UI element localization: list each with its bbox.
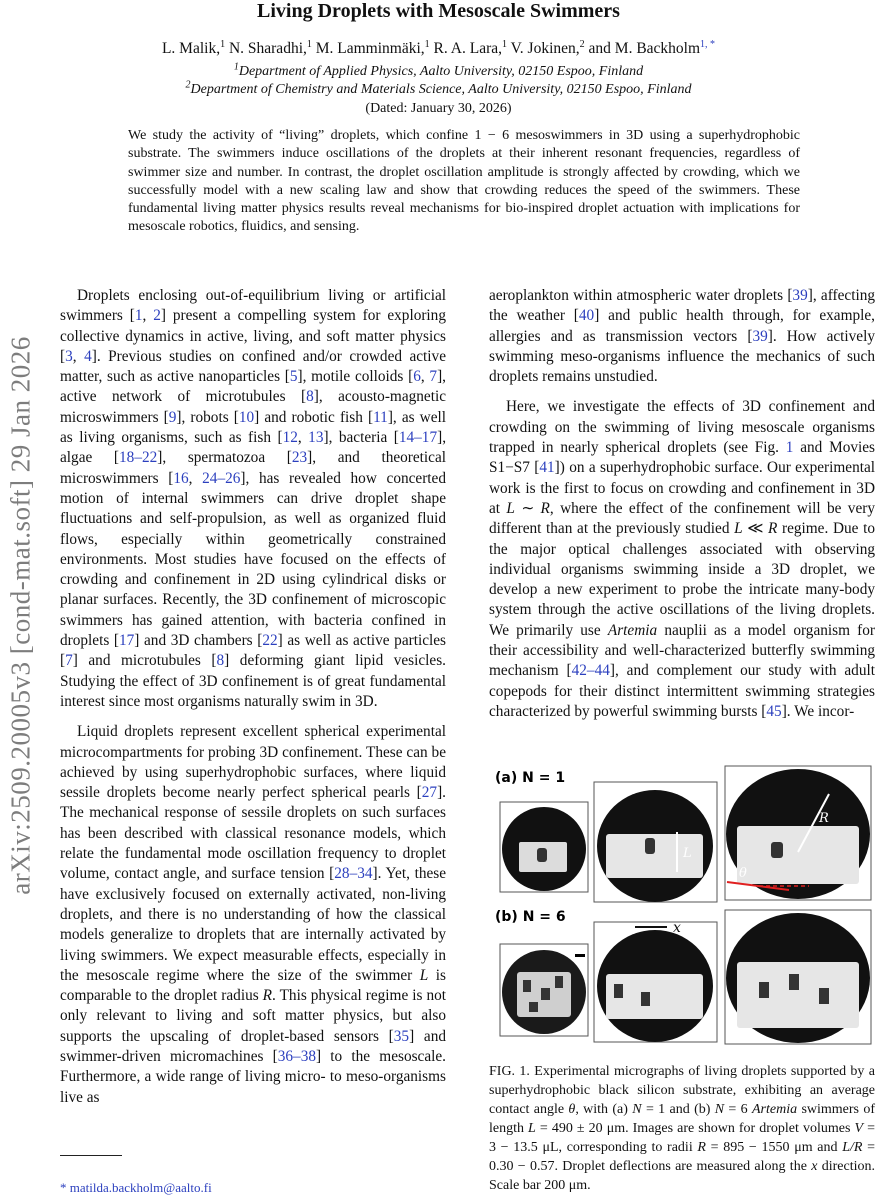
italic-term: L — [734, 520, 743, 538]
micrograph-b3 — [725, 910, 871, 1044]
text-run: Here, we investigate the effects of 3D confinement and crowding on the swimming of living mesoscale organisms trapped in nearly spherical droplets (see Fig. — [489, 398, 875, 457]
italic-term: L — [528, 1121, 536, 1136]
italic-term: N — [714, 1102, 725, 1117]
citation-link[interactable]: 9 — [168, 408, 177, 426]
panel-label-a: (a) N = 1 — [495, 770, 566, 786]
citation-link[interactable]: 42–44 — [571, 662, 610, 680]
text-run: , — [72, 347, 85, 365]
text-run: aeroplankton within atmospheric water droplets [ — [489, 287, 793, 304]
author-list — [0, 40, 877, 58]
micrograph-a1 — [500, 802, 588, 892]
footnote: * matilda.backholm@aalto.fi — [60, 1180, 212, 1195]
author: R. A. Lara,$^1$ — [433, 38, 507, 57]
text-run: ]. We incor- — [781, 702, 855, 720]
text-run: Liquid droplets represent excellent spherical experimental microcompartments for probing 3D confinement. These can be achieved by using superhydrophobic surfaces, where liquid sessile droplets become nearly perfect spherical pearls [ — [60, 723, 446, 802]
text-run: regime. Due to the major optical challenges associated with observing individual organisms swimming inside a 3D droplet, we develop a new experiment to probe the intricate many-body system through the active oscillations of the living droplets. We primarily use — [489, 520, 875, 639]
italic-term: x — [811, 1159, 818, 1174]
micrograph-a3 — [725, 766, 871, 900]
citation-link[interactable]: 7 — [429, 368, 438, 386]
text-run: ] and microtubules [ — [72, 652, 217, 670]
citation-link[interactable]: 39 — [792, 287, 808, 304]
text-run: nauplii as a model organism for their accessibility and well-characterized butterfly swimming mechanism [ — [489, 621, 876, 680]
figure-1 — [489, 762, 875, 1048]
citation-link[interactable]: 12 — [282, 429, 298, 447]
arxiv-identifier-stamp — [4, 255, 38, 975]
citation-link[interactable]: 14–17 — [398, 429, 438, 447]
author: and M. Backholm$^{1, *}$ — [588, 38, 716, 57]
abstract: We study the activity of “living” droplets, which confine 1 − 6 mesoswimmers in 3D using a superhydrophobic substrate. The swimmers induce oscillations of the droplets at their inherent resonant frequencies, regardless of swimmer size and number. In contrast, the droplet oscillation amplitude is strongly affected by crowding, which we successfully model with a new scaling law and show that crowding reduces the speed of the swimmers. These fundamental living matter physics results reveal mechanisms for bio-inspired droplet actuation with implications for mesoscale robotics, fluidics, and sensing. — [128, 128, 800, 235]
footnote-rule — [60, 1155, 122, 1156]
citation-link[interactable]: 17 — [119, 632, 135, 650]
text-run: , with (a) — [575, 1102, 633, 1117]
text-run: ], robots [ — [176, 408, 239, 426]
citation-link[interactable]: 6 — [413, 368, 421, 386]
text-run: direction. Scale bar 200 μm. — [489, 1159, 875, 1193]
paragraph — [60, 286, 446, 712]
paragraph — [489, 397, 875, 722]
text-run: = 490 ± 20 μm. Images are shown for droplet volumes — [535, 1121, 855, 1136]
panel-label-b: (b) N = 6 — [495, 909, 566, 925]
text-run: ], spermatozoa [ — [157, 449, 292, 467]
micrograph-b1 — [500, 944, 588, 1036]
left-column — [60, 286, 446, 1108]
italic-term: L/R — [842, 1140, 863, 1155]
citation-link[interactable]: 41 — [539, 459, 555, 477]
text-run: = 1 and (b) — [641, 1102, 715, 1117]
text-run: ] and 3D chambers [ — [134, 632, 263, 650]
italic-term: R — [262, 987, 273, 1005]
text-run: swimmers of length — [489, 1102, 875, 1136]
citation-link[interactable]: 18–22 — [119, 449, 158, 467]
text-run: ] and public health through, for example, allergies and as transmission vectors [ — [489, 307, 875, 345]
text-run: ], acousto-magnetic microswimmers [ — [60, 388, 446, 426]
italic-term: Artemia — [607, 621, 658, 639]
micrograph-b2 — [594, 920, 717, 1042]
citation-link[interactable]: 3 — [65, 347, 73, 365]
author: L. Malik,$^1$ — [161, 38, 226, 57]
citation-link[interactable]: 35 — [393, 1027, 410, 1045]
symbol-x: x — [673, 920, 681, 936]
text-run: ], affecting the weather [ — [489, 287, 875, 325]
paragraph — [60, 722, 446, 1108]
text-run: ]) on a superhydrophobic surface. Our experimental work is the first to focus on crowding and confinement in 3D at — [489, 459, 876, 517]
text-run: ], algae [ — [60, 429, 447, 467]
text-run: ], and complement our study with adult copepods for their distinct intermittent swimming strategies characterized by powerful swimming bursts [ — [489, 662, 875, 720]
text-run: = 6 — [724, 1102, 752, 1117]
text-run: ], active network of microtubules [ — [60, 368, 446, 406]
citation-link[interactable]: 24–26 — [202, 469, 241, 487]
author: V. Jokinen,$^2$ — [510, 38, 585, 57]
citation-link[interactable]: 8 — [306, 388, 314, 406]
text-run: ], as well as living organisms, such as fish [ — [60, 408, 446, 447]
italic-term: L — [419, 966, 429, 984]
symbol-R: R — [819, 811, 829, 826]
citation-link[interactable]: 23 — [291, 449, 308, 467]
date-line: (Dated: January 30, 2026) — [365, 101, 512, 116]
italic-term: N — [632, 1102, 642, 1117]
author: N. Sharadhi,$^1$ — [228, 38, 312, 57]
text-run: ], and theoretical microswimmers [ — [60, 449, 447, 487]
text-run: = 0.30 − 0.57. Droplet deflections are measured along the — [489, 1140, 876, 1174]
text-run: is comparable to the droplet radius — [60, 966, 447, 1005]
citation-link[interactable]: 8 — [216, 652, 225, 670]
citation-link[interactable]: 39 — [752, 327, 768, 345]
text-run: ]. Previous studies on confined and/or crowded active matter, such as active nanoparticles [ — [60, 347, 446, 386]
citation-link[interactable]: 5 — [289, 368, 298, 386]
citation-link[interactable]: 16 — [173, 469, 189, 487]
text-run: FIG. 1. Experimental micrographs of living droplets supported by a superhydrophobic black silicon substrate, exhibiting an average contact angle — [489, 1064, 875, 1117]
right-column — [489, 286, 875, 722]
citation-link[interactable]: 7 — [65, 652, 73, 670]
figure-caption — [489, 1062, 875, 1195]
citation-link[interactable]: 2 — [153, 307, 161, 325]
citation-link[interactable]: 27 — [421, 784, 438, 802]
symbol-L: L — [683, 846, 692, 861]
citation-link[interactable]: 22 — [262, 632, 278, 650]
citation-link[interactable]: 11 — [373, 408, 388, 426]
italic-term: θ — [568, 1102, 576, 1117]
citation-link[interactable]: 28–34 — [334, 865, 373, 883]
text-run: ] and robotic fish [ — [254, 408, 374, 426]
italic-term: R — [697, 1140, 706, 1155]
micrograph-a2 — [594, 782, 717, 902]
figure-1-micrographs — [489, 762, 875, 1048]
italic-term: Artemia — [752, 1102, 798, 1117]
text-run: ] and swimmer-driven micromachines [ — [60, 1027, 446, 1065]
corresponding-author-mark[interactable]: 1, * — [700, 38, 716, 50]
italic-term: R — [540, 499, 550, 517]
italic-term: R — [767, 520, 778, 538]
text-run: ] present a compelling system for exploring collective dynamics in active, living, and soft matter physics [ — [60, 307, 446, 365]
citation-link[interactable]: 1 — [785, 439, 794, 457]
affiliation-2: $^2$Department of Chemistry and Materials Science, Aalto University, 02150 Espoo, Finland — [185, 79, 692, 97]
text-run: ] as well as active particles [ — [60, 632, 446, 670]
text-run: ], motile colloids [ — [297, 368, 414, 386]
text-run: ] to the mesoscale. Furthermore, a wide range of living micro- to meso-organisms live as — [60, 1047, 446, 1106]
symbol-theta: θ — [739, 866, 747, 881]
paper-title: Living Droplets with Mesoscale Swimmers — [257, 0, 620, 22]
text-run: ], bacteria [ — [323, 429, 399, 447]
citation-link[interactable]: 45 — [766, 702, 782, 720]
text-run: ]. Yet, these have exclusively focused on externally activated, non-living droplets, and there is no understanding of how the classical models generalize to droplets that are internally activated by living swimmers. We expect measurable effects, especially in the mesoscale regime where the size of the swimmer — [60, 865, 446, 984]
text-run: , — [142, 307, 154, 325]
citation-link[interactable]: 40 — [578, 307, 595, 325]
text-run: , — [420, 368, 430, 386]
citation-link[interactable]: 10 — [238, 408, 255, 426]
text-run: ], has revealed how concerted motion of internal swimmers can drive droplet shape fluctuations and self-propulsion, as well as organized fluid flows, especially within geometrically constrained environments. Most studies have focused on the effects of crowding and confinement in 2D using cylindrical disks or planar surfaces. Recently, the 3D confinement of microscopic swimmers has gained attention, with bacteria confined in droplets [ — [60, 469, 446, 650]
scale-bar — [575, 954, 585, 957]
citation-link[interactable]: 1 — [134, 307, 143, 325]
italic-term: V — [854, 1121, 864, 1136]
citation-link[interactable]: 36–38 — [277, 1047, 316, 1065]
text-run: ]. The mechanical response of sessile droplets on such surfaces has been described with classical resonance models, which relate the fundamental mode oscillation frequency to droplet volume, contact angle, and surface tension [ — [60, 784, 446, 883]
text-run: = 895 − 1550 μm and — [705, 1140, 843, 1155]
text-run: , — [297, 429, 309, 447]
text-run: Droplets enclosing out-of-equilibrium living or artificial swimmers [ — [60, 287, 446, 325]
italic-term: L — [506, 499, 515, 517]
text-run: and Movies S1−S7 [ — [489, 439, 875, 477]
author: M. Lamminmäki,$^1$ — [315, 38, 430, 57]
text-run: ] deforming giant lipid vesicles. Studying the effect of 3D confinement is of great fundamental interest since most organisms naturally swim in 3D. — [60, 652, 446, 710]
text-run: = 3 − 13.5 μL, corresponding to radii — [489, 1121, 875, 1155]
text-run: ]. How actively swimming meso-organisms influence the mechanics of such droplets remains unstudied. — [489, 327, 875, 386]
citation-link[interactable]: 13 — [308, 429, 324, 447]
text-run: ≪ — [742, 520, 768, 538]
arxiv-stamp-text: arXiv:2509.20005v3 [cond-mat.soft] 29 Jan 2026 — [5, 335, 36, 895]
text-run: , — [188, 469, 203, 487]
affiliation-1: $^1$Department of Applied Physics, Aalto University, 02150 Espoo, Finland — [233, 61, 644, 79]
text-run: , where the effect of the confinement will be very different than at the previously studied — [489, 499, 875, 538]
citation-link[interactable]: 4 — [84, 347, 92, 365]
email-link[interactable]: matilda.backholm@aalto.fi — [69, 1180, 212, 1195]
text-run: . This physical regime is not only relevant to living and soft matter physics, but also supports the upscaling of droplet-based sensors [ — [60, 987, 446, 1045]
paragraph — [489, 286, 875, 387]
text-run: ∼ — [514, 499, 541, 517]
